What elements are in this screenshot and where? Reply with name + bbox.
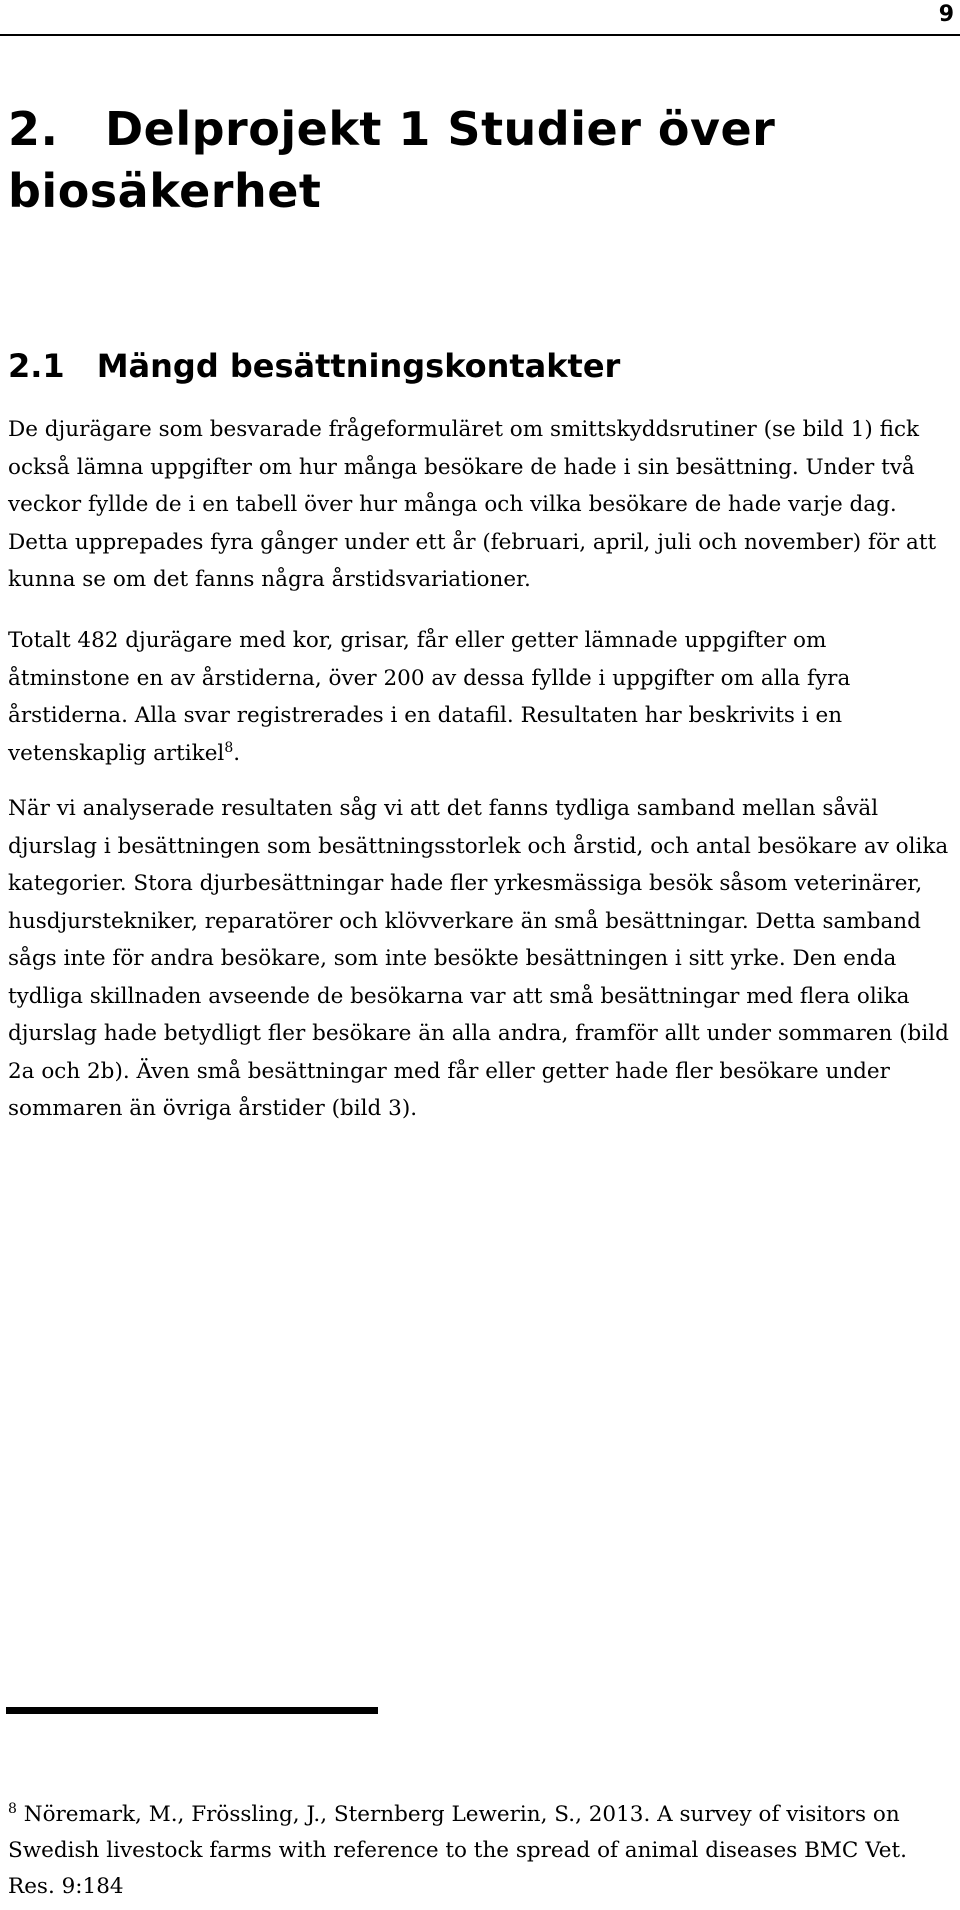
section-title: Mängd besättningskontakter — [96, 347, 621, 385]
paragraph-1: De djurägare som besvarade frågeformuläret om smittskyddsrutiner (se bild 1) fick också lämna uppgifter om hur många besökare de hade i sin besättning. Under två veckor fyllde de i en tabell över hur många och vilka besökare de hade varje dag. Detta upprepades fyra gånger under ett år (februari, april, juli och november) för att kunna se om det fanns några årstidsvariationer. — [8, 417, 937, 592]
paragraph-2-text: Totalt 482 djurägare med kor, grisar, får eller getter lämnade uppgifter om åtminstone en av årstiderna, över 200 av dessa fyllde i uppgifter om alla fyra årstiderna. Alla svar registrerades i en datafil. Resultaten har beskrivits i en vetenskaplig artikel — [8, 628, 851, 766]
page-number: 9 — [938, 2, 954, 27]
footnote-reference[interactable]: 8 — [224, 739, 234, 756]
paragraph-2-end: . — [233, 740, 241, 766]
section-number: 2.1 — [8, 347, 65, 385]
paragraph-2 — [8, 622, 952, 772]
footnote-separator — [6, 1707, 378, 1714]
footnote-marker: 8 — [8, 1800, 17, 1817]
paragraph-3: När vi analyserade resultaten såg vi att det fanns tydliga samband mellan såväl djurslag i besättningen som besättningsstorlek och årstid, och antal besökare av olika kategorier. Stora djurbesättningar hade fler yrkesmässiga besök såsom veterinärer, husdjurstekniker, reparatörer och klövverkare än små besättningar. Detta samband sågs inte för andra besökare, som inte besökte besättningen i sitt yrke. Den enda tydliga skillnaden avseende de besökarna var att små besättningar med flera olika djurslag hade betydligt fler besökare än alla andra, framför allt under sommaren (bild 2a och 2b). Även små besättningar med får eller getter hade fler besökare under sommaren än övriga årstider (bild 3). — [8, 796, 949, 1121]
footnote-text: Nöremark, M., Frössling, J., Sternberg Lewerin, S., 2013. A survey of visitors on Swedish livestock farms with reference to the spread of animal diseases BMC Vet. Res. 9:184 — [8, 1802, 907, 1899]
chapter-heading — [8, 98, 948, 222]
footnote — [8, 1797, 952, 1905]
section-heading — [8, 344, 948, 388]
chapter-title: Delprojekt 1 Studier över biosäkerhet — [8, 102, 776, 218]
header-rule — [0, 34, 960, 36]
chapter-number: 2. — [8, 102, 59, 156]
